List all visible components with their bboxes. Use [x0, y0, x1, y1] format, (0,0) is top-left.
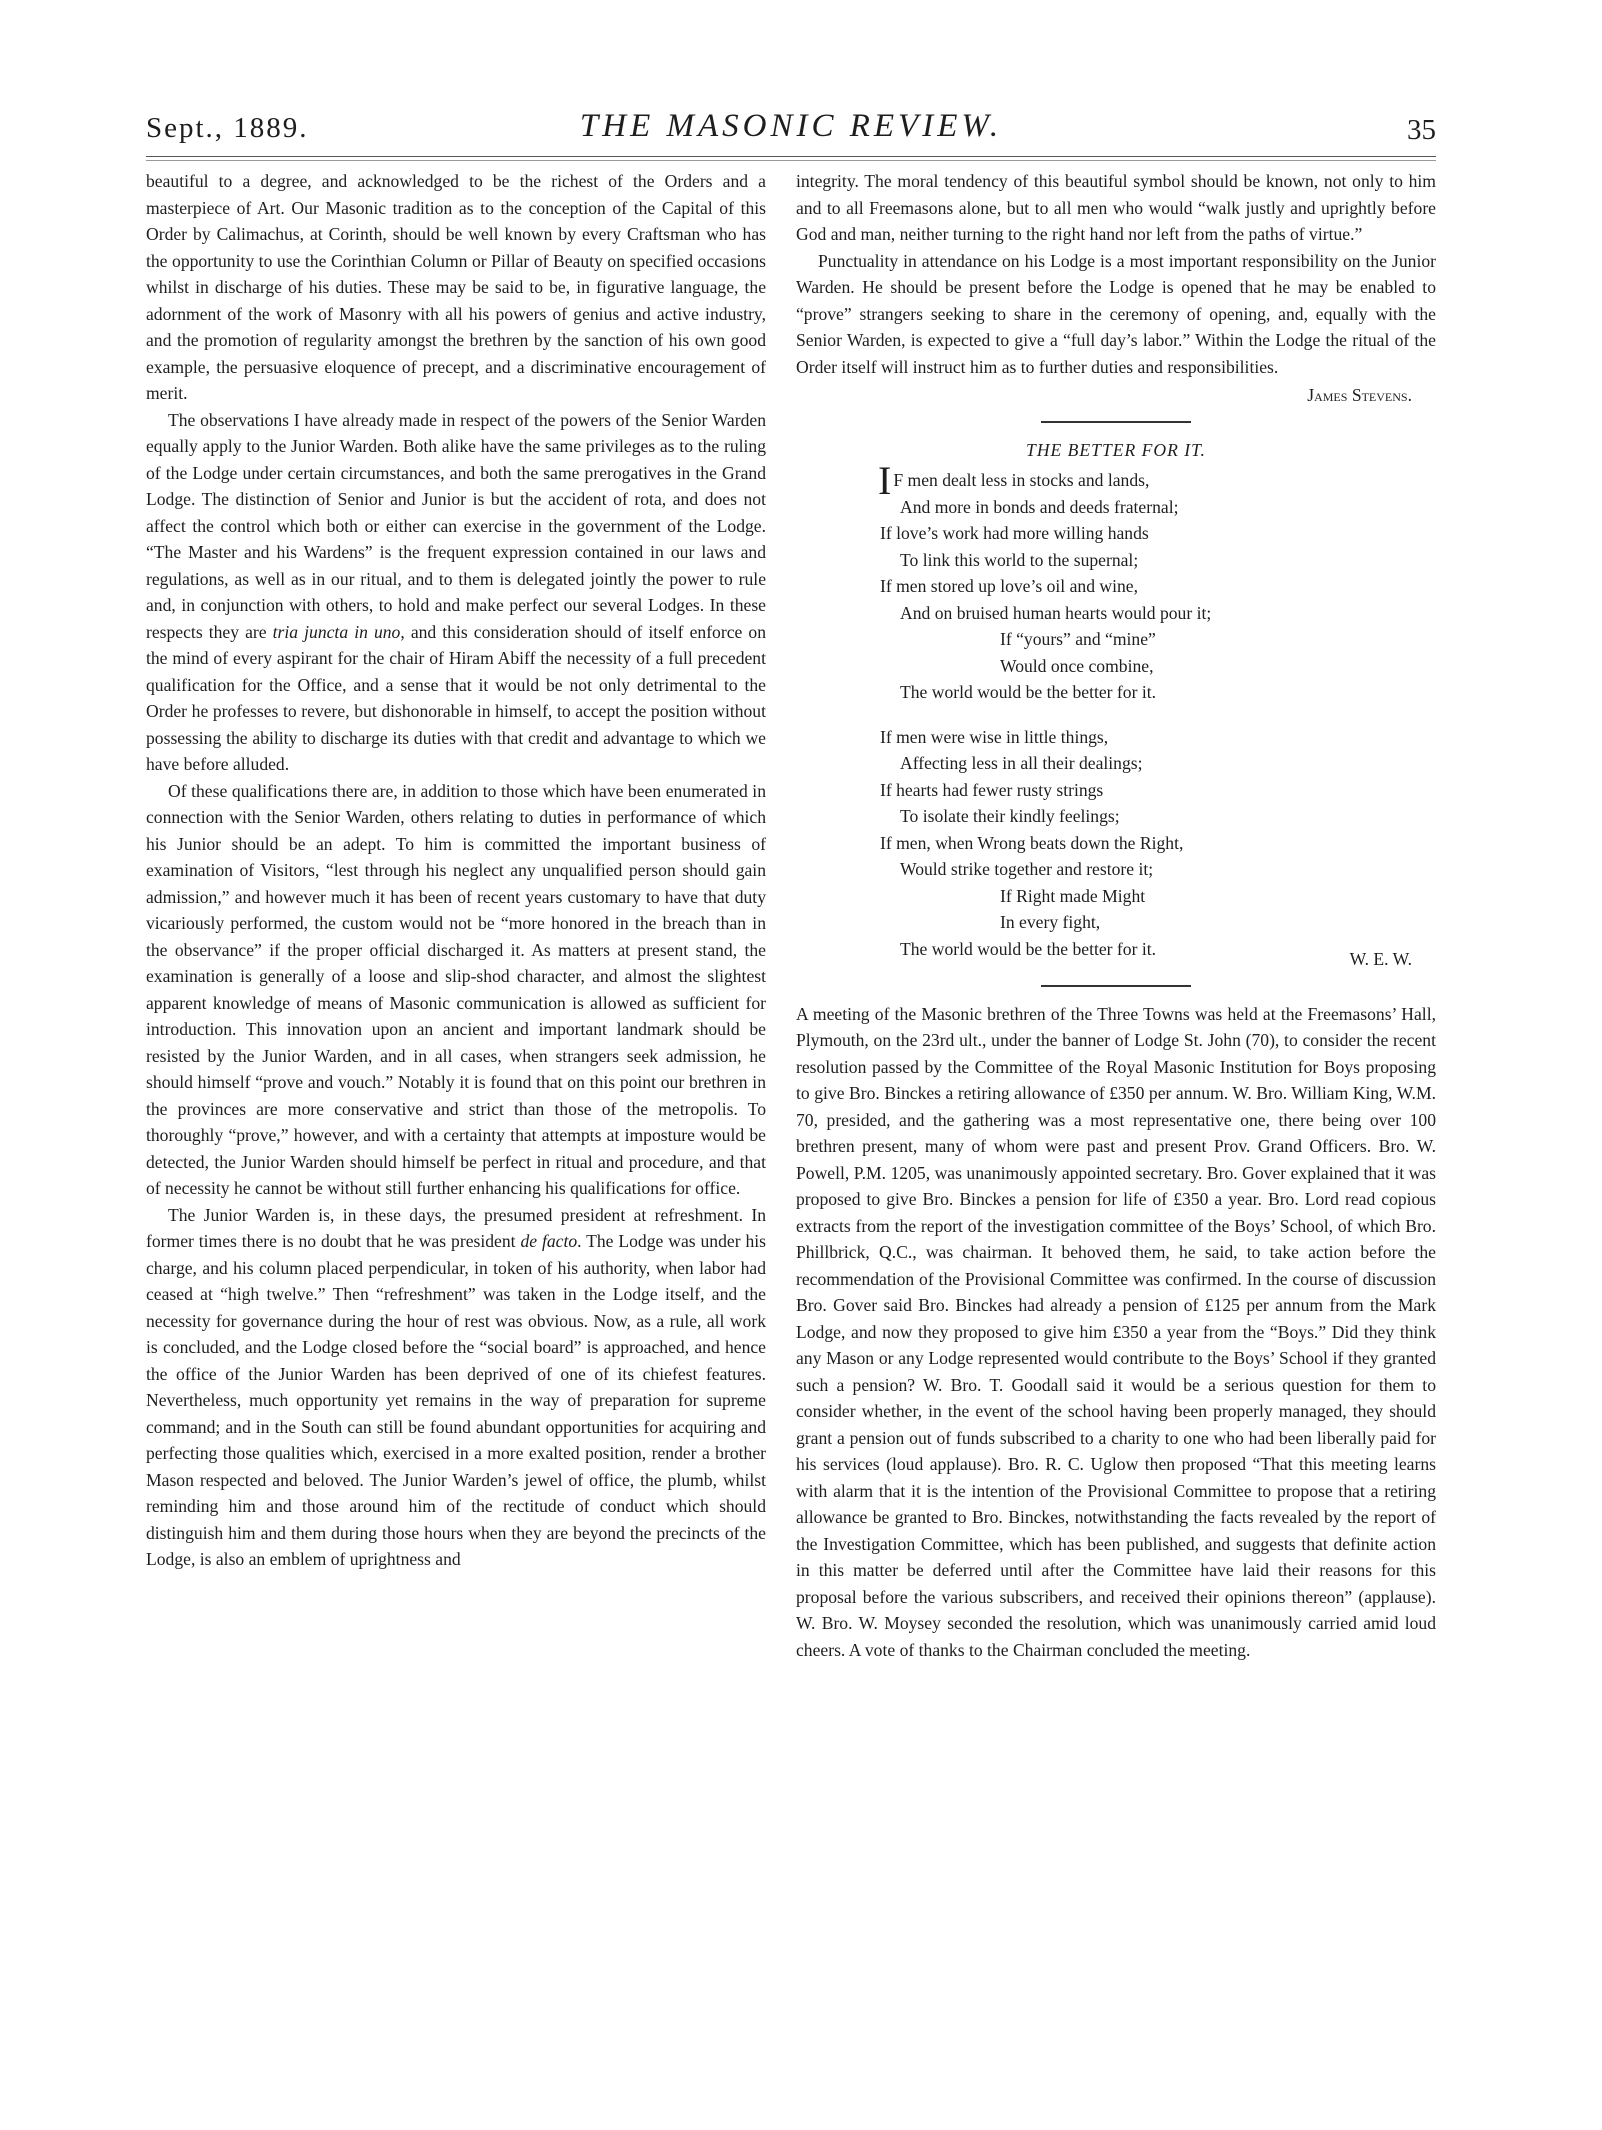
stanza-gap	[880, 706, 1360, 724]
poem-line: Would strike together and restore it;	[900, 859, 1154, 879]
paragraph: A meeting of the Masonic brethren of the Three Towns was held at the Freemasons’ Hall, Plymouth, on the 23rd ult., under the banner of Lodge St. John (70), to consider the recent resolution passed by the Committee of the Royal Masonic Institution for Boys proposing to give Bro. Binckes a retiring allowance of £350 per annum. W. Bro. William King, W.M. 70, presided, and the gathering was a most representative one, there being over 100 brethren present, many of whom were past and present Prov. Grand Officers. Bro. W. Powell, P.M. 1205, was unanimously appointed secretary. Bro. Gover explained that it was proposed to give Bro. Binckes a pension for life of £350 a year. Bro. Lord read copious extracts from the report of the investigation committee of the Boys’ School, of which Bro. Phillbrick, Q.C., was chairman. It behoved them, he said, to take action before the recommendation of the Provisional Committee was confirmed. In the course of discussion Bro. Gover said Bro. Binckes had already a pension of £125 per annum from the Mark Lodge, and now they proposed to give him £350 a year from the “Boys.” Did they think any Mason or any Lodge represented would contribute to the Boys’ School if they granted such a pension? W. Bro. T. Goodall said it would be a serious question for them to consider whether, in the event of the school having been properly managed, they should grant a pension out of funds subscribed to a charity to one who had been liberally paid for his services (loud applause). Bro. R. C. Uglow then proposed “That this meeting learns with alarm that it is the intention of the Provisional Committee to propose that a retiring allowance be granted to Bro. Binckes, notwithstanding the facts revealed by the report of the Investigation Committee, which has been published, and suggests that definite action in this matter be deferred until after the Committee have laid their reasons for this proposal before the various subscribers, and received their opinions thereon” (applause). W. Bro. W. Moysey seconded the resolution, which was unanimously carried amid loud cheers. A vote of thanks to the Chairman concluded the meeting.	[796, 1003, 1436, 1660]
poem-line: And on bruised human hearts would pour it;	[900, 602, 1212, 623]
section-divider	[1041, 985, 1191, 987]
header-rule-thin	[146, 160, 1436, 161]
right-column	[796, 168, 1436, 1663]
poem-line: Would once combine,	[1000, 655, 1154, 676]
section-divider	[1041, 421, 1191, 423]
poem-line: If men, when Wrong beats down the Right,	[880, 832, 1184, 853]
poem-line: And more in bonds and deeds fraternal;	[900, 496, 1179, 517]
poem-line: To link this world to the supernal;	[900, 549, 1139, 570]
poem-line: In every fight,	[1000, 912, 1101, 932]
poem	[878, 458, 1360, 962]
paragraph: Punctuality in attendance on his Lodge is a most important responsibility on the Junior Warden. He should be present before the Lodge is opened that he may be enabled to “prove” strangers seeking to share in the ceremony of opening, and, equally with the Senior Warden, is expected to give a “full day’s labor.” Within the Lodge the ritual of the Order itself will instruct him as to further duties and responsibilities.	[796, 250, 1436, 377]
paragraph: integrity. The moral tendency of this beautiful symbol should be known, not only to him and to all Freemasons alone, but to all men who would “walk justly and uprightly before God and man, neither turning to the right hand nor left from the paths of virtue.”	[796, 171, 1436, 244]
poem-line: If men were wise in little things,	[880, 726, 1109, 747]
poem-line: The world would be the better for it.	[900, 682, 1157, 702]
paragraph: Of these qualifications there are, in addition to those which have been enumerated in connection with the Senior Warden, others relating to duties in performance of which his Junior should be an adept. To him is committed the important business of examination of Visitors, “lest through his neglect any unqualified person should gain admission,” and however much it has been of recent years customary to have that duty vicariously performed, the custom would not be “more honored in the breach than in the observance” if the proper official discharged it. As matters at present stand, the examination is generally of a loose and slip-shod character, and almost the slightest apparent knowledge of means of Masonic communication is allowed as sufficient for introduction. This innovation upon an ancient and important landmark should be resisted by the Junior Warden, and in all cases, when strangers seek admission, he should himself “prove and vouch.” Notably it is found that on this point our brethren in the provinces are more conservative and strict than those of the metropolis. To thoroughly “prove,” however, and with a certainty that attempts at imposture would be detected, the Junior Warden should himself be perfect in ritual and procedure, and that of necessity he cannot be without still further enhancing his qualifications for office.	[146, 780, 766, 1198]
poem-line: Affecting less in all their dealings;	[900, 753, 1143, 773]
poem-line: If Right made Might	[1000, 885, 1146, 906]
header-page-number: 35	[1407, 114, 1436, 146]
header-title: THE MASONIC REVIEW.	[579, 108, 1003, 144]
poem-line: If hearts had fewer rusty strings	[880, 779, 1104, 800]
header-rule	[146, 156, 1436, 157]
paragraph: The Junior Warden is, in these days, the presumed president at refreshment. In former times there is no doubt that he was president de facto. The Lodge was under his charge, and his column placed perpendicular, in token of his authority, when labor had ceased at “high twelve.” Then “refreshment” was taken in the Lodge itself, and the necessity for governance during the hour of rest was obvious. Now, as a rule, all work is concluded, and the Lodge closed before the “social board” is approached, and hence the office of the Junior Warden has been deprived of one of its chiefest features. Nevertheless, much opportunity yet remains in the way of preparation for supreme command; and in the South can still be found abundant opportunities for acquiring and perfecting those qualities which, exercised in a more exalted position, render a brother Mason respected and beloved. The Junior Warden’s jewel of office, the plumb, whilst reminding him and those around him of the rectitude of conduct which should distinguish him and them during those hours when they are beyond the precincts of the Lodge, is also an emblem of uprightness and	[146, 1204, 766, 1569]
paragraph: beautiful to a degree, and acknowledged to be the richest of the Orders and a masterpiece of Art. Our Masonic tradition as to the conception of the Capital of this Order by Calimachus, at Corinth, should be well known by every Craftsman who has the opportunity to use the Corinthian Column or Pillar of Beauty on specified occasions whilst in discharge of his duties. These may be said to be, in figurative language, the adornment of the work of Masonry with all his powers of genius and active industry, and the promotion of regularity amongst the brethren by the sanction of his own good example, the persuasive eloquence of precept, and a discriminative encouragement of merit.	[146, 171, 766, 403]
poem-line: I F men dealt less in stocks and lands,	[878, 458, 1150, 503]
poem-line: If love’s work had more willing hands	[880, 523, 1149, 543]
poem-title: THE BETTER FOR IT.	[1026, 439, 1206, 460]
author-signature: James Stevens.	[1307, 385, 1412, 405]
header-date: Sept., 1889.	[146, 112, 309, 144]
paragraph: The observations I have already made in respect of the powers of the Senior Warden equally apply to the Junior Warden. Both alike have the same privileges as to the ruling of the Lodge under certain circumstances, and both the same prerogatives in the Grand Lodge. The distinction of Senior and Junior is but the accident of rota, and does not affect the control which both or either can exercise in the government of the Lodge. “The Master and his Wardens” is the frequent expression contained in our laws and regulations, as well as in our ritual, and to them is delegated jointly the power to rule and, in conjunction with others, to hold and make perfect our several Lodges. In these respects they are tria juncta in uno, and this consideration should of itself enforce on the mind of every aspirant for the chair of Hiram Abiff the necessity of a full precedent qualification for the Office, and a sense that it would be not only detrimental to the Order he professes to revere, but dishonorable in himself, to accept the position without possessing the ability to discharge its duties with that credit and advantage to which we have before alluded.	[146, 409, 766, 774]
drop-cap: I	[878, 458, 892, 503]
poem-signature: W. E. W.	[1349, 949, 1412, 969]
poem-line: The world would be the better for it.	[900, 938, 1157, 959]
latin-phrase: tria juncta in uno	[272, 621, 401, 642]
latin-phrase: de facto	[520, 1231, 578, 1251]
poem-line: If men stored up love’s oil and wine,	[880, 576, 1138, 596]
poem-line: To isolate their kindly feelings;	[900, 806, 1120, 826]
running-header	[146, 106, 1436, 158]
poem-line: If “yours” and “mine”	[1000, 629, 1156, 649]
left-column	[146, 168, 766, 1573]
